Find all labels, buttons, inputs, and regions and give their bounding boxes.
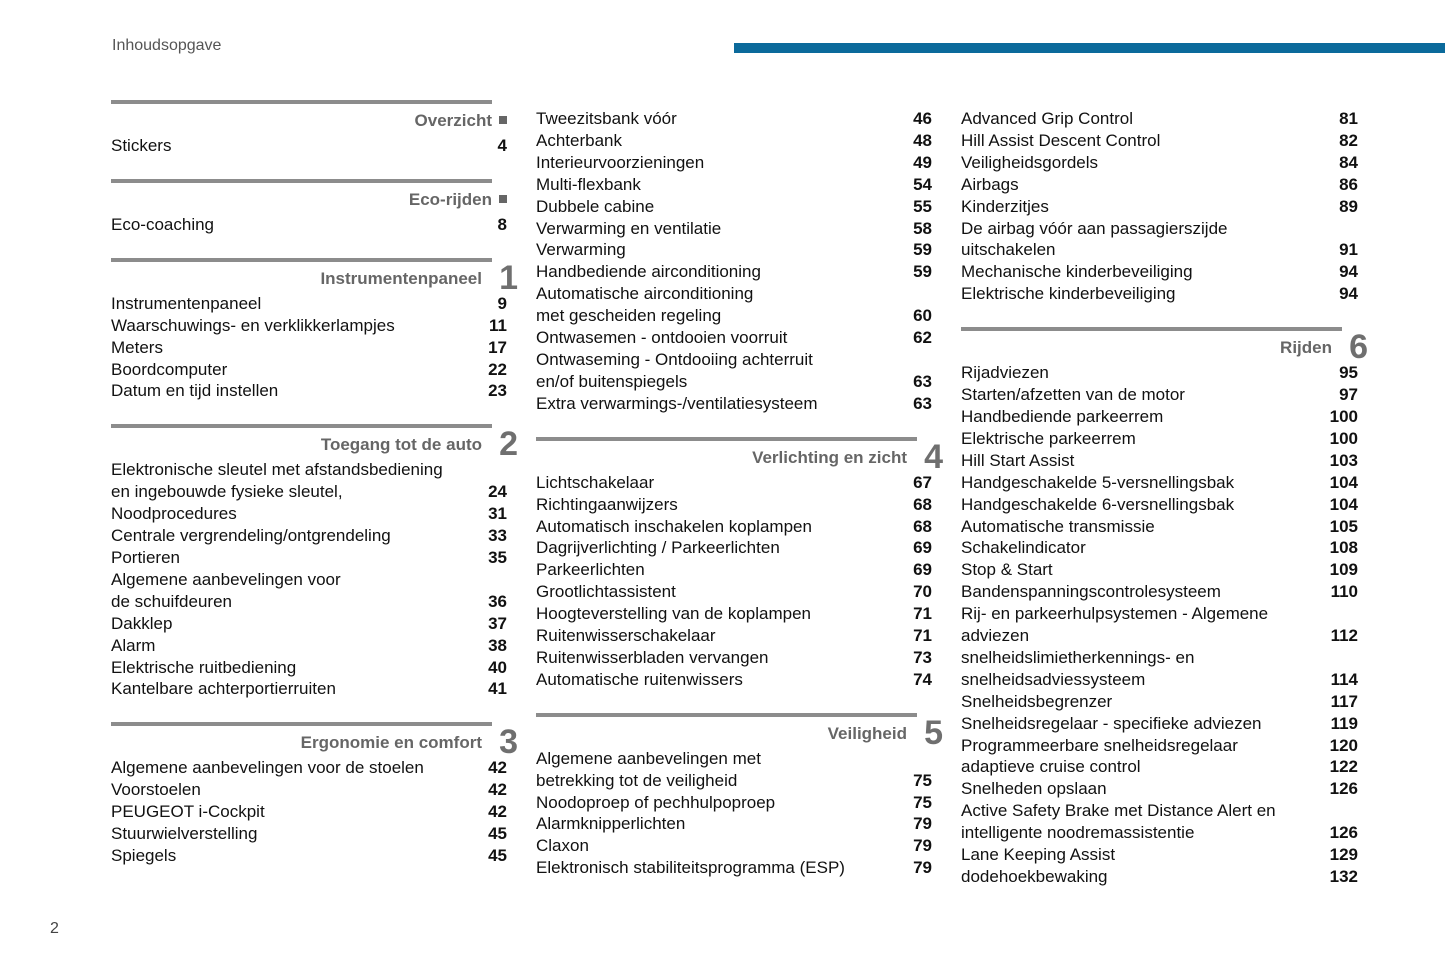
toc-entry-title: Hill Assist Descent Control [961, 130, 1161, 150]
toc-entry-page: 9 [497, 293, 507, 313]
toc-entry-page: 69 [913, 560, 932, 580]
toc-entry-page: 68 [913, 516, 932, 536]
section-title: Veiligheid [827, 723, 907, 743]
toc-entry-page: 55 [913, 196, 932, 216]
toc-entry-title: Elektrische parkeerrem [961, 428, 1136, 448]
toc-entry[interactable] [961, 428, 1358, 450]
toc-entry-page: 49 [913, 152, 932, 172]
toc-entry-title: adviezen [961, 626, 1030, 646]
toc-entry-title: en/of buitenspiegels [536, 371, 688, 391]
toc-entry-title: Schakelindicator [961, 538, 1086, 558]
toc-entry[interactable] [961, 283, 1358, 305]
toc-entry-page: 84 [1339, 152, 1358, 172]
toc-entry[interactable] [536, 559, 932, 581]
toc-entry-title: Grootlichtassistent [536, 582, 676, 602]
toc-entry-title: Stickers [111, 136, 172, 155]
toc-entry[interactable] [536, 813, 932, 835]
section-title: Eco-rijden [408, 189, 492, 209]
toc-entry-title: Bandenspanningscontrolesysteem [961, 582, 1221, 602]
toc-entry-page: 126 [1329, 823, 1358, 843]
toc-entry-title: adaptieve cruise control [961, 757, 1141, 777]
toc-entry[interactable] [536, 537, 932, 559]
toc-entry[interactable] [961, 362, 1358, 384]
toc-section-1 [111, 258, 518, 403]
toc-entry-title: Algemene aanbevelingen met [536, 748, 761, 768]
toc-entry[interactable] [961, 581, 1358, 603]
toc-entry-title: Dakklep [111, 613, 173, 633]
toc-entry-title: PEUGEOT i-Cockpit [111, 802, 265, 822]
page-number: 2 [50, 920, 59, 937]
page-header-title: Inhoudsopgave [112, 37, 222, 54]
toc-entry[interactable] [111, 635, 507, 657]
header-accent-bar [734, 43, 1445, 53]
toc-entry[interactable] [111, 359, 507, 381]
section-title: Overzicht [414, 111, 492, 130]
toc-entry-title: met gescheiden regeling [536, 306, 722, 326]
toc-entry-title: Active Safety Brake met Distance Alert en [961, 801, 1276, 821]
toc-entry-title: Kantelbare achterportierruiten [111, 679, 336, 699]
toc-entry-title: Dagrijverlichting / Parkeerlichten [536, 538, 780, 558]
toc-entry[interactable] [961, 778, 1358, 800]
toc-entry[interactable] [961, 218, 1358, 240]
toc-entry-page: 41 [488, 679, 507, 699]
toc-entry-page: 8 [497, 214, 507, 234]
toc-entry-page: 37 [488, 613, 507, 633]
toc-entry[interactable] [111, 380, 507, 402]
toc-entry-page: 4 [497, 136, 507, 155]
toc-entry-page: 100 [1329, 428, 1358, 448]
toc-entry[interactable] [111, 779, 507, 801]
toc-entry-title: Hill Start Assist [961, 450, 1075, 470]
toc-entry-title: De airbag vóór aan passagierszijde [961, 218, 1228, 238]
toc-entry[interactable] [961, 735, 1358, 757]
toc-entry-page: 46 [913, 109, 932, 128]
toc-entry-title: Datum en tijd instellen [111, 381, 279, 401]
toc-entry-page: 31 [488, 504, 507, 524]
toc-entry-page: 79 [913, 858, 932, 878]
square-bullet-icon [499, 116, 507, 124]
toc-entry[interactable] [536, 371, 932, 393]
toc-entry-title: Parkeerlichten [536, 560, 645, 580]
toc-entry-page: 48 [913, 130, 932, 150]
toc-entry[interactable] [536, 152, 932, 174]
toc-entry-title: snelheidsadviessysteem [961, 669, 1146, 689]
toc-entry[interactable] [961, 866, 1358, 888]
toc-entry-title: Automatische transmissie [961, 516, 1155, 536]
toc-entry-title: Airbags [961, 174, 1019, 194]
toc-entry-title: Advanced Grip Control [961, 109, 1133, 128]
toc-entry[interactable] [536, 327, 932, 349]
toc-entry-title: dodehoekbewaking [961, 867, 1108, 886]
toc-entry-page: 11 [489, 315, 507, 335]
toc-entry[interactable] [961, 196, 1358, 218]
toc-entry-title: Mechanische kinderbeveiliging [961, 262, 1193, 282]
toc-entry-title: Programmeerbare snelheidsregelaar [961, 735, 1238, 755]
toc-entry-page: 122 [1329, 757, 1358, 777]
toc-entry-title: Handgeschakelde 5-versnellingsbak [961, 472, 1235, 492]
toc-entry[interactable] [961, 261, 1358, 283]
toc-entry-title: Stop & Start [961, 560, 1053, 580]
toc-entry[interactable] [111, 315, 507, 337]
toc-entry-page: 97 [1339, 385, 1358, 405]
toc-entry-title: Waarschuwings- en verklikkerlampjes [111, 315, 395, 335]
section-title: Toegang tot de auto [320, 435, 482, 455]
toc-entry-title: Ontwaseming - Ontdooiing achterruit [536, 349, 813, 369]
toc-column-left [111, 100, 518, 889]
toc-entry[interactable] [111, 135, 507, 157]
toc-entry-page: 74 [913, 669, 932, 689]
toc-entry[interactable] [961, 691, 1358, 713]
toc-entry[interactable] [961, 174, 1358, 196]
toc-entry[interactable] [961, 844, 1358, 866]
toc-entry-title: Snelheden opslaan [961, 779, 1107, 799]
toc-entry[interactable] [536, 349, 932, 371]
toc-entry-title: Handbediende parkeerrem [961, 406, 1164, 426]
section-heading [111, 722, 518, 762]
toc-entry-title: Automatisch inschakelen koplampen [536, 516, 812, 536]
toc-entry[interactable] [111, 657, 507, 679]
toc-entry-title: Verwarming [536, 240, 626, 260]
toc-entry-title: Verwarming en ventilatie [536, 218, 722, 238]
toc-entry-page: 117 [1330, 691, 1358, 711]
toc-entry-page: 23 [488, 381, 507, 401]
toc-entry-title: Voorstoelen [111, 780, 201, 800]
toc-entry[interactable] [111, 613, 507, 635]
section-title: Instrumentenpaneel [320, 268, 482, 288]
toc-entry-page: 109 [1329, 560, 1358, 580]
toc-entry-page: 63 [913, 371, 932, 391]
section-title: Ergonomie en comfort [300, 733, 482, 753]
toc-entry[interactable] [111, 337, 507, 359]
toc-entry-page: 104 [1329, 494, 1358, 514]
toc-section-5 [536, 713, 943, 879]
toc-entry-title: Multi-flexbank [536, 174, 641, 194]
toc-entry[interactable] [961, 152, 1358, 174]
toc-entry[interactable] [536, 669, 932, 691]
section-title: Rijden [1280, 338, 1332, 358]
section-number: 1 [499, 258, 518, 297]
toc-entry-page: 36 [488, 591, 507, 611]
toc-entry[interactable] [536, 857, 932, 879]
toc-entry-page: 73 [913, 647, 932, 667]
toc-entry-page: 95 [1339, 363, 1358, 383]
toc-entry[interactable] [536, 581, 932, 603]
toc-entry[interactable] [961, 516, 1358, 538]
toc-entry[interactable] [961, 822, 1358, 844]
toc-entry-page: 60 [913, 306, 932, 326]
toc-entry-page: 45 [488, 845, 507, 865]
toc-entry-title: Lichtschakelaar [536, 472, 655, 492]
toc-entry-title: Achterbank [536, 130, 622, 150]
toc-entry-title: Noodprocedures [111, 504, 237, 524]
toc-entry-title: uitschakelen [961, 240, 1056, 260]
toc-entry[interactable] [536, 770, 932, 792]
toc-entry[interactable] [961, 108, 1358, 130]
toc-entry-page: 120 [1329, 735, 1358, 755]
toc-entry-title: Ruitenwisserschakelaar [536, 626, 716, 646]
toc-entry-title: Portieren [111, 547, 180, 567]
toc-entry-page: 108 [1329, 538, 1358, 558]
toc-entry-title: Alarmknipperlichten [536, 814, 686, 834]
toc-entry[interactable] [111, 503, 507, 525]
toc-entry-title: Handgeschakelde 6-versnellingsbak [961, 494, 1235, 514]
toc-entry-page: 94 [1339, 262, 1358, 282]
toc-entry-title: Rij- en parkeerhulpsystemen - Algemene [961, 604, 1269, 624]
toc-entry[interactable] [536, 516, 932, 538]
toc-entry-title: Meters [111, 337, 163, 357]
toc-entry-title: Centrale vergrendeling/ontgrendeling [111, 526, 391, 546]
toc-entry[interactable] [111, 481, 507, 503]
section-number: 2 [499, 425, 518, 464]
toc-entry-title: Extra verwarmings-/ventilatiesysteem [536, 393, 818, 413]
toc-entry-page: 71 [913, 604, 932, 624]
toc-entry[interactable] [961, 384, 1358, 406]
toc-entry-page: 110 [1330, 582, 1358, 602]
toc-entry-title: Alarm [111, 635, 156, 655]
toc-entry-page: 17 [488, 337, 507, 357]
toc-entry[interactable] [111, 591, 507, 613]
toc-entry[interactable] [536, 835, 932, 857]
toc-section-6 [961, 327, 1368, 888]
toc-entry-title: Dubbele cabine [536, 196, 655, 216]
toc-entry[interactable] [536, 472, 932, 494]
section-number: 4 [924, 437, 943, 476]
toc-entry-title: Ruitenwisserbladen vervangen [536, 647, 769, 667]
square-bullet-icon [499, 195, 507, 203]
section-heading [111, 179, 492, 210]
toc-entry[interactable] [536, 393, 932, 415]
toc-entry-title: intelligente noodremassistentie [961, 823, 1195, 843]
toc-entry[interactable] [111, 678, 507, 700]
toc-entry-page: 68 [913, 494, 932, 514]
toc-entry-page: 35 [488, 547, 507, 567]
toc-entry-title: Rijadviezen [961, 363, 1049, 383]
toc-section-5-continued [961, 108, 1358, 305]
toc-entry[interactable] [111, 823, 507, 845]
toc-entry-page: 42 [488, 780, 507, 800]
toc-entry-page: 69 [913, 538, 932, 558]
toc-entry-title: de schuifdeuren [111, 591, 232, 611]
toc-entry-page: 75 [913, 792, 932, 812]
toc-entry[interactable] [111, 801, 507, 823]
toc-entry-title: Instrumentenpaneel [111, 293, 262, 313]
toc-entry[interactable] [961, 559, 1358, 581]
toc-entry-page: 42 [488, 802, 507, 822]
toc-entry-page: 132 [1329, 867, 1358, 886]
toc-entry[interactable] [961, 130, 1358, 152]
section-heading [961, 327, 1368, 367]
toc-entry-title: Kinderzitjes [961, 196, 1049, 216]
toc-entry[interactable] [536, 283, 932, 305]
toc-entry[interactable] [536, 305, 932, 327]
toc-entry-page: 38 [488, 635, 507, 655]
section-heading [536, 713, 943, 752]
toc-section-4 [536, 437, 943, 691]
toc-entry-page: 45 [488, 824, 507, 844]
toc-entry[interactable] [111, 459, 507, 481]
toc-entry-title: Snelheidsbegrenzer [961, 691, 1113, 711]
toc-entry-title: Interieurvoorzieningen [536, 152, 705, 172]
toc-entry-title: Eco-coaching [111, 214, 215, 234]
toc-entry-title: Handbediende airconditioning [536, 262, 761, 282]
toc-entry-page: 129 [1329, 845, 1358, 865]
toc-entry-title: Lane Keeping Assist [961, 845, 1116, 865]
section-number: 5 [924, 713, 943, 752]
toc-section-eco-rijden [111, 179, 507, 236]
toc-entry-page: 103 [1329, 450, 1358, 470]
toc-entry-page: 22 [488, 359, 507, 379]
toc-entry-title: Noodoproep of pechhulpoproep [536, 792, 776, 812]
toc-entry-page: 54 [913, 174, 932, 194]
toc-entry-page: 94 [1339, 284, 1358, 304]
toc-entry[interactable] [536, 792, 932, 814]
toc-entry-page: 119 [1330, 713, 1358, 733]
section-heading [111, 258, 518, 297]
toc-entry-page: 114 [1330, 669, 1358, 689]
toc-entry[interactable] [536, 108, 932, 130]
toc-entry-page: 100 [1329, 406, 1358, 426]
toc-entry-title: Veiligheidsgordels [961, 152, 1099, 172]
toc-section-2 [111, 424, 518, 700]
toc-entry-title: Stuurwielverstelling [111, 824, 258, 844]
toc-entry[interactable] [961, 537, 1358, 559]
toc-entry-page: 58 [913, 218, 932, 238]
toc-entry-page: 59 [913, 240, 932, 260]
toc-entry[interactable] [961, 239, 1358, 261]
section-number: 6 [1349, 328, 1368, 367]
toc-entry-title: Algemene aanbevelingen voor [111, 569, 341, 589]
toc-entry[interactable] [961, 406, 1358, 428]
toc-entry[interactable] [961, 450, 1358, 472]
toc-entry-page: 104 [1329, 472, 1358, 492]
toc-entry-page: 86 [1339, 174, 1358, 194]
toc-entry-page: 42 [488, 758, 507, 778]
toc-entry-title: Elektrische ruitbediening [111, 657, 297, 677]
toc-entry-title: Algemene aanbevelingen voor de stoelen [111, 758, 424, 778]
toc-entry[interactable] [536, 261, 932, 283]
toc-section-3 [111, 722, 518, 867]
toc-entry-title: Automatische ruitenwissers [536, 669, 743, 689]
section-heading [536, 437, 943, 476]
toc-entry[interactable] [111, 845, 507, 867]
toc-entry-page: 67 [913, 472, 932, 492]
toc-entry-page: 33 [488, 526, 507, 546]
toc-entry-title: Starten/afzetten van de motor [961, 385, 1185, 405]
toc-section-3-continued [536, 108, 932, 415]
toc-entry[interactable] [961, 647, 1358, 669]
toc-entry[interactable] [961, 603, 1358, 625]
toc-entry[interactable] [961, 713, 1358, 735]
section-heading [111, 424, 518, 464]
toc-entry[interactable] [111, 757, 507, 779]
toc-entry-page: 75 [913, 770, 932, 790]
toc-entry[interactable] [536, 196, 932, 218]
toc-entry-title: Elektrische kinderbeveiliging [961, 284, 1176, 304]
toc-entry[interactable] [111, 214, 507, 236]
toc-entry[interactable] [536, 603, 932, 625]
toc-entry[interactable] [111, 293, 507, 315]
toc-entry[interactable] [111, 525, 507, 547]
toc-entry-title: Claxon [536, 836, 589, 856]
toc-entry-page: 59 [913, 262, 932, 282]
toc-entry[interactable] [536, 748, 932, 770]
toc-entry-title: Elektronische sleutel met afstandsbediening [111, 460, 443, 480]
toc-entry-title: snelheidslimietherkennings- en [961, 647, 1195, 667]
toc-entry[interactable] [111, 569, 507, 591]
toc-entry-page: 62 [913, 328, 932, 348]
toc-column-middle [536, 100, 943, 901]
toc-entry[interactable] [536, 218, 932, 240]
toc-entry-title: Snelheidsregelaar - specifieke adviezen [961, 713, 1262, 733]
toc-entry[interactable] [961, 494, 1358, 516]
toc-entry-title: Spiegels [111, 845, 177, 865]
toc-entry[interactable] [961, 756, 1358, 778]
toc-entry[interactable] [961, 800, 1358, 822]
toc-entry-title: Elektronisch stabiliteitsprogramma (ESP) [536, 858, 845, 878]
toc-column-right [961, 100, 1368, 910]
toc-entry-title: Automatische airconditioning [536, 284, 754, 304]
toc-entry-page: 105 [1329, 516, 1358, 536]
section-title: Verlichting en zicht [752, 447, 907, 467]
toc-entry-page: 89 [1339, 196, 1358, 216]
toc-entry[interactable] [536, 174, 932, 196]
toc-entry-page: 24 [488, 482, 507, 502]
toc-entry-page: 81 [1339, 109, 1358, 128]
toc-entry-title: betrekking tot de veiligheid [536, 770, 738, 790]
toc-entry-page: 126 [1329, 779, 1358, 799]
toc-entry-page: 71 [913, 626, 932, 646]
toc-entry-page: 79 [913, 836, 932, 856]
toc-entry[interactable] [111, 547, 507, 569]
toc-entry[interactable] [536, 239, 932, 261]
section-number: 3 [499, 723, 518, 762]
toc-section-overzicht [111, 100, 507, 157]
toc-entry[interactable] [536, 647, 932, 669]
toc-entry-title: Ontwasemen - ontdooien voorruit [536, 328, 788, 348]
toc-entry-page: 63 [913, 393, 932, 413]
toc-entry-title: en ingebouwde fysieke sleutel, [111, 482, 343, 502]
toc-entry[interactable] [961, 625, 1358, 647]
toc-entry[interactable] [536, 494, 932, 516]
toc-entry-page: 40 [488, 657, 507, 677]
toc-entry-page: 79 [913, 814, 932, 834]
toc-entry-page: 82 [1339, 130, 1358, 150]
toc-entry-page: 91 [1339, 240, 1358, 260]
toc-entry-title: Hoogteverstelling van de koplampen [536, 604, 812, 624]
toc-entry[interactable] [536, 625, 932, 647]
section-heading [111, 100, 492, 131]
toc-entry[interactable] [961, 669, 1358, 691]
toc-entry-title: Boordcomputer [111, 359, 228, 379]
toc-entry[interactable] [536, 130, 932, 152]
toc-entry-page: 112 [1330, 626, 1358, 646]
toc-entry-page: 70 [913, 582, 932, 602]
toc-entry-title: Richtingaanwijzers [536, 494, 678, 514]
toc-entry[interactable] [961, 472, 1358, 494]
toc-entry-title: Tweezitsbank vóór [536, 109, 677, 128]
